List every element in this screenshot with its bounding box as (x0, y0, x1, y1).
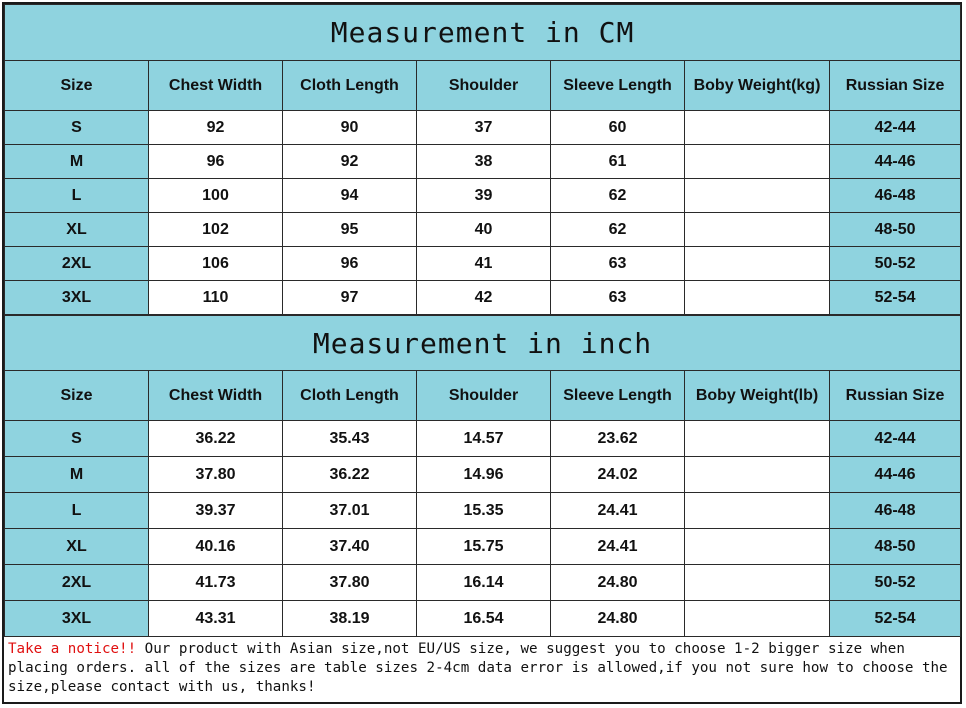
length-cell: 37.40 (283, 529, 417, 565)
size-cell: 3XL (5, 281, 149, 315)
size-cell: S (5, 111, 149, 145)
table-row (5, 111, 961, 145)
weight-cell (685, 565, 830, 601)
col-header-chest-width: Chest Width (149, 61, 283, 111)
russian-size-cell: 50-52 (830, 247, 961, 281)
russian-size-cell: 42-44 (830, 421, 961, 457)
shoulder-cell: 15.35 (417, 493, 551, 529)
col-header-cloth-length: Cloth Length (283, 371, 417, 421)
size-chart (2, 2, 962, 704)
weight-cell (685, 421, 830, 457)
size-cell: L (5, 179, 149, 213)
col-header-shoulder: Shoulder (417, 371, 551, 421)
size-cell: M (5, 457, 149, 493)
table-row (5, 213, 961, 247)
weight-cell (685, 529, 830, 565)
length-cell: 94 (283, 179, 417, 213)
russian-size-cell: 52-54 (830, 281, 961, 315)
col-header-shoulder: Shoulder (417, 61, 551, 111)
russian-size-cell: 48-50 (830, 213, 961, 247)
size-cell: 3XL (5, 601, 149, 637)
col-header-sleeve-length: Sleeve Length (551, 371, 685, 421)
length-cell: 36.22 (283, 457, 417, 493)
shoulder-cell: 42 (417, 281, 551, 315)
chest-cell: 100 (149, 179, 283, 213)
sleeve-cell: 24.80 (551, 565, 685, 601)
sleeve-cell: 63 (551, 247, 685, 281)
chest-cell: 110 (149, 281, 283, 315)
table-row (5, 565, 961, 601)
chest-cell: 36.22 (149, 421, 283, 457)
length-cell: 35.43 (283, 421, 417, 457)
sleeve-cell: 62 (551, 179, 685, 213)
col-header-sleeve-length: Sleeve Length (551, 61, 685, 111)
length-cell: 37.01 (283, 493, 417, 529)
inch-table-title: Measurement in inch (5, 316, 961, 371)
sleeve-cell: 24.80 (551, 601, 685, 637)
shoulder-cell: 41 (417, 247, 551, 281)
russian-size-cell: 46-48 (830, 493, 961, 529)
sleeve-cell: 61 (551, 145, 685, 179)
shoulder-cell: 38 (417, 145, 551, 179)
weight-cell (685, 179, 830, 213)
weight-cell (685, 281, 830, 315)
russian-size-cell: 44-46 (830, 457, 961, 493)
length-cell: 97 (283, 281, 417, 315)
size-cell: XL (5, 529, 149, 565)
notice-label: Take a notice!! (8, 641, 137, 657)
length-cell: 37.80 (283, 565, 417, 601)
weight-cell (685, 493, 830, 529)
size-cell: 2XL (5, 565, 149, 601)
length-cell: 96 (283, 247, 417, 281)
size-cell: S (5, 421, 149, 457)
size-cell: XL (5, 213, 149, 247)
size-notice (4, 636, 960, 702)
chest-cell: 37.80 (149, 457, 283, 493)
inch-size-table (4, 315, 961, 637)
col-header-body-weight: Boby Weight(kg) (685, 61, 830, 111)
shoulder-cell: 14.96 (417, 457, 551, 493)
table-row (5, 601, 961, 637)
shoulder-cell: 15.75 (417, 529, 551, 565)
chest-cell: 41.73 (149, 565, 283, 601)
sleeve-cell: 60 (551, 111, 685, 145)
shoulder-cell: 14.57 (417, 421, 551, 457)
russian-size-cell: 42-44 (830, 111, 961, 145)
col-header-chest-width: Chest Width (149, 371, 283, 421)
shoulder-cell: 16.14 (417, 565, 551, 601)
russian-size-cell: 50-52 (830, 565, 961, 601)
table-row (5, 145, 961, 179)
table-row (5, 529, 961, 565)
sleeve-cell: 63 (551, 281, 685, 315)
chest-cell: 43.31 (149, 601, 283, 637)
length-cell: 90 (283, 111, 417, 145)
chest-cell: 102 (149, 213, 283, 247)
cm-size-table (4, 4, 961, 315)
shoulder-cell: 37 (417, 111, 551, 145)
table-row (5, 247, 961, 281)
russian-size-cell: 52-54 (830, 601, 961, 637)
russian-size-cell: 48-50 (830, 529, 961, 565)
table-row (5, 179, 961, 213)
russian-size-cell: 44-46 (830, 145, 961, 179)
weight-cell (685, 247, 830, 281)
table-row (5, 457, 961, 493)
weight-cell (685, 145, 830, 179)
col-header-russian-size: Russian Size (830, 61, 961, 111)
notice-text: Our product with Asian size,not EU/US size, we suggest you to choose 1-2 bigger size when placing orders. all of the sizes are table sizes 2-4cm data error is allowed,if you not sure how to choose the size,please contact with us, thanks! (8, 641, 948, 695)
sleeve-cell: 24.41 (551, 493, 685, 529)
shoulder-cell: 16.54 (417, 601, 551, 637)
sleeve-cell: 24.02 (551, 457, 685, 493)
col-header-size: Size (5, 61, 149, 111)
col-header-russian-size: Russian Size (830, 371, 961, 421)
russian-size-cell: 46-48 (830, 179, 961, 213)
size-cell: 2XL (5, 247, 149, 281)
col-header-size: Size (5, 371, 149, 421)
weight-cell (685, 111, 830, 145)
weight-cell (685, 213, 830, 247)
table-row (5, 421, 961, 457)
length-cell: 38.19 (283, 601, 417, 637)
weight-cell (685, 457, 830, 493)
cm-table-title: Measurement in CM (5, 5, 961, 61)
length-cell: 92 (283, 145, 417, 179)
shoulder-cell: 39 (417, 179, 551, 213)
sleeve-cell: 24.41 (551, 529, 685, 565)
chest-cell: 40.16 (149, 529, 283, 565)
inch-header-row (5, 371, 961, 421)
col-header-cloth-length: Cloth Length (283, 61, 417, 111)
chest-cell: 106 (149, 247, 283, 281)
weight-cell (685, 601, 830, 637)
table-row (5, 281, 961, 315)
size-cell: L (5, 493, 149, 529)
sleeve-cell: 62 (551, 213, 685, 247)
cm-header-row (5, 61, 961, 111)
table-row (5, 493, 961, 529)
chest-cell: 39.37 (149, 493, 283, 529)
sleeve-cell: 23.62 (551, 421, 685, 457)
chest-cell: 96 (149, 145, 283, 179)
chest-cell: 92 (149, 111, 283, 145)
col-header-body-weight: Boby Weight(lb) (685, 371, 830, 421)
shoulder-cell: 40 (417, 213, 551, 247)
size-cell: M (5, 145, 149, 179)
length-cell: 95 (283, 213, 417, 247)
